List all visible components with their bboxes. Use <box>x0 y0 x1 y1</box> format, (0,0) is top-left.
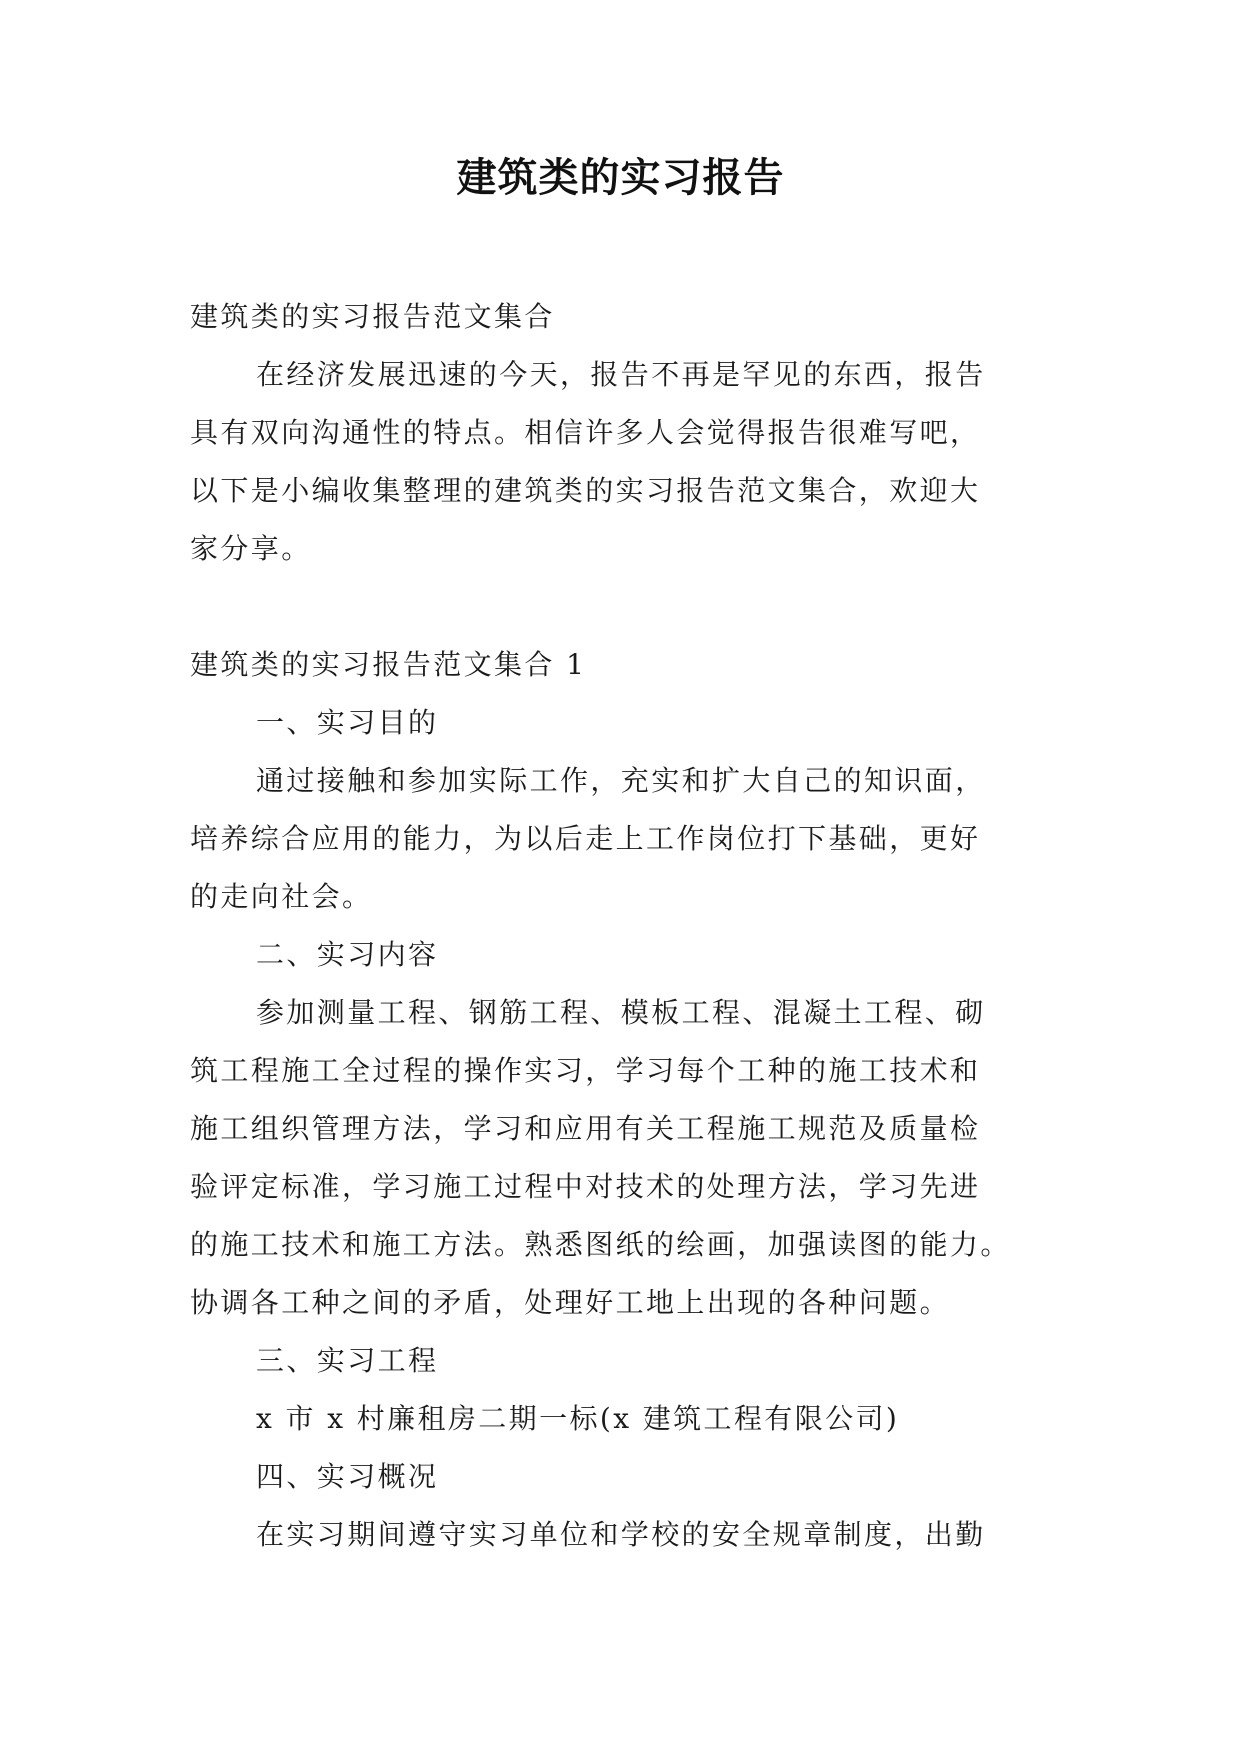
subsection-heading: 二、实习内容 <box>256 938 439 971</box>
paragraph-line: x 市 x 村廉租房二期一标(x 建筑工程有限公司) <box>256 1402 900 1435</box>
document-title: 建筑类的实习报告 <box>456 155 785 201</box>
paragraph-line: 协调各工种之间的矛盾，处理好工地上出现的各种问题。 <box>190 1286 951 1319</box>
paragraph-line: 培养综合应用的能力，为以后走上工作岗位打下基础，更好 <box>190 822 981 855</box>
document-body <box>190 288 1050 1564</box>
paragraph-line: 验评定标准，学习施工过程中对技术的处理方法，学习先进 <box>190 1170 981 1203</box>
paragraph-line: 在经济发展迅速的今天，报告不再是罕见的东西，报告 <box>256 358 986 391</box>
paragraph-line: 施工组织管理方法，学习和应用有关工程施工规范及质量检 <box>190 1112 981 1145</box>
subsection-heading: 三、实习工程 <box>256 1344 439 1377</box>
subsection-heading: 一、实习目的 <box>256 706 439 739</box>
paragraph-line: 具有双向沟通性的特点。相信许多人会觉得报告很难写吧， <box>190 416 981 449</box>
paragraph-line: 的施工技术和施工方法。熟悉图纸的绘画，加强读图的能力。 <box>190 1228 1011 1261</box>
paragraph-line: 家分享。 <box>190 532 312 565</box>
paragraph-line: 的走向社会。 <box>190 880 373 913</box>
paragraph-line: 筑工程施工全过程的操作实习，学习每个工种的施工技术和 <box>190 1054 981 1087</box>
section-heading: 建筑类的实习报告范文集合 <box>190 300 555 333</box>
section-heading: 建筑类的实习报告范文集合 1 <box>190 648 587 681</box>
paragraph-line: 参加测量工程、钢筋工程、模板工程、混凝土工程、砌 <box>256 996 986 1029</box>
subsection-heading: 四、实习概况 <box>256 1460 439 1493</box>
paragraph-line: 通过接触和参加实际工作，充实和扩大自己的知识面， <box>256 764 986 797</box>
paragraph-line: 在实习期间遵守实习单位和学校的安全规章制度，出勤 <box>256 1518 986 1551</box>
paragraph-line: 以下是小编收集整理的建筑类的实习报告范文集合，欢迎大 <box>190 474 981 507</box>
